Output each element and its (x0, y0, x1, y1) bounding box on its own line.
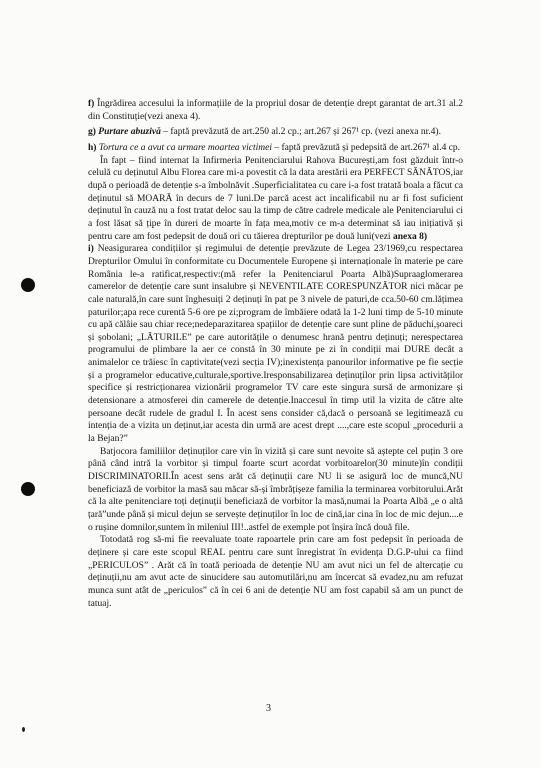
item-label: f) (88, 99, 95, 109)
paragraph-text: Neasigurarea condițiilor și regimului de detenție prevăzute de Legea 23/1969,cu respectarea Drepturilor Omului în conformitate cu Documentele Europene și internaționale în materie pe care România le-a ratificat,respectiv:(mă refer la Penitenciarul Poarta Albă)Supraaglomerarea camerelor de detenție care sunt insalubre și NEVENTILATE CORESPUNZĂTOR nici măcar pe cale naturală,în care sunt înghesuiți 2 deținuți în pat pe 3 nivele de paturi,de cca.50-60 cm.lățimea paturilor;apa rece curentă 5-6 ore pe zi;program de îmbăiere odată la 1-2 luni timp de 5-10 minute cu apă călâie sau chiar rece;nedeparazitarea spațiilor de detenție care sunt pline de păduchi,șoareci și șobolani; „LĂTURILE” pe care autoritățile o denumesc hrană pentru deținuți; nerespectarea programului de plimbare la aer ce constă în 30 minute pe zi în condiții mai DURE decât a animalelor ce trăiesc în captivitate(vezi secția IV);inexistența panourilor informative pe fie secție și a programelor educative,culturale,sportive.Iresponsabilizarea deținuților prin lipsa activităților specifice și restricționarea vizionării programelor TV care este singura sursă de armonizare și detensionare a atmosferei din camerele de detenție.Inaccesul în timp util la vizita de către alte persoane decât rudele de gradul I. În acest sens consider că,dacă o persoană se legitimează cu intenția de a vizita un deținut,iar acesta din urmă are acest drept ....,care este scopul „procedurii a la Bejan?” (88, 244, 463, 445)
item-label: h) (88, 142, 97, 153)
offence-name: Purtare abuzivă (98, 127, 161, 138)
paragraph-text: Batjocora familiilor deținuților care vin în vizită și care sunt nevoite să aștepte cel puțin 3 ore până când intră la vorbitor și timpul foarte scurt acordat vorbitoarelor(30 minute)în condiții DISCRIMINATORII.În acest sens arăt că deținuții care NU li se asigură loc de muncă,NU beneficiază de vorbitor la masă sau măcar să-și îmbrățișeze familia la terminarea vorbitorului.Arăt că la alte penitenciare toți deținuții beneficiază de vorbitor la masă,numai la Poarta Albă „e o altă țară”unde până și micul dejun se servește deținuților în loc de cină,iar cina în loc de mic dejun....e o rușine domnilor,suntem în mileniul III!..astfel de exemple pot înșira încă două file. (88, 446, 463, 533)
paragraph-text: – faptă prevăzută de art.250 al.2 cp.; art.267 și 267¹ cp. (vezi anexa nr.4). (160, 127, 441, 138)
paragraph-text: – faptă prevăzută și pedepsită de art.267¹ al.4 cp. (272, 142, 461, 153)
paragraph-facts (88, 155, 463, 244)
paragraph-text: Totodată rog să-mi fie reevaluate toate rapoartele prin care am fost pedepsit în perioada de deținere și care este scopul REAL pentru care sunt înregistrat în evidența D.G.P-ului ca fiind „PERICULOS” . Arăt că în toată perioada de detenție NU am avut nici un fel de altercație cu deținuții,nu am avut acte de sinucidere sau automutilări,nu am încercat să evadez,nu am refuzat munca sunt atât de „periculos” că în cei 6 ani de detenție NU am fost capabil să am un punct de tatuaj. (88, 535, 463, 609)
paragraph-text: Îngrădirea accesului la informațiile de la propriul dosar de detenție drept garantat de art.31 al.2 din Constituție(vezi anexa 4). (88, 99, 463, 122)
item-label: g) (88, 127, 96, 138)
annex-reference: anexa 8) (392, 231, 427, 242)
page-number: 3 (266, 703, 271, 714)
paragraph-h (88, 142, 463, 155)
paragraph-f (88, 98, 463, 123)
paragraph-text: În fapt – fiind internat la Infirmeria Penitenciarului Rahova București,am fost găzduit într-o celulă cu deținutul Albu Florea care mi-a povestit că la data arestării era PERFECT SĂNĂTOS,iar după o perioadă de detenție s-a îmbolnăvit .Superficialitatea cu care i-a fost tratată boala a făcut ca deținutul să MOARĂ în decurs de 7 luni.De parcă acest act incalificabil nu ar fi fost suficient deținutul în cauză nu a fost tratat deloc sau la timp de către cadrele medicale ale Penitenciarului ci a fost lăsat să țipe în dureri de moarte în fața mea,motiv ce m-a determinat să iau inițiativă și pentru care am fost pedepsit de două ori cu tăierea drepturilor pe două luni(vezi (88, 155, 463, 242)
offence-name: Tortura ce a avut ca urmare moartea victimei (98, 142, 273, 153)
paragraph-visits (88, 446, 463, 535)
item-label: i) (88, 244, 94, 255)
paragraph-i (88, 243, 463, 446)
body-text (88, 98, 463, 610)
punch-hole (21, 278, 35, 292)
punch-hole (21, 482, 35, 496)
paragraph-reevaluation (88, 534, 463, 610)
scan-speck (22, 727, 25, 732)
paragraph-g (88, 126, 463, 139)
